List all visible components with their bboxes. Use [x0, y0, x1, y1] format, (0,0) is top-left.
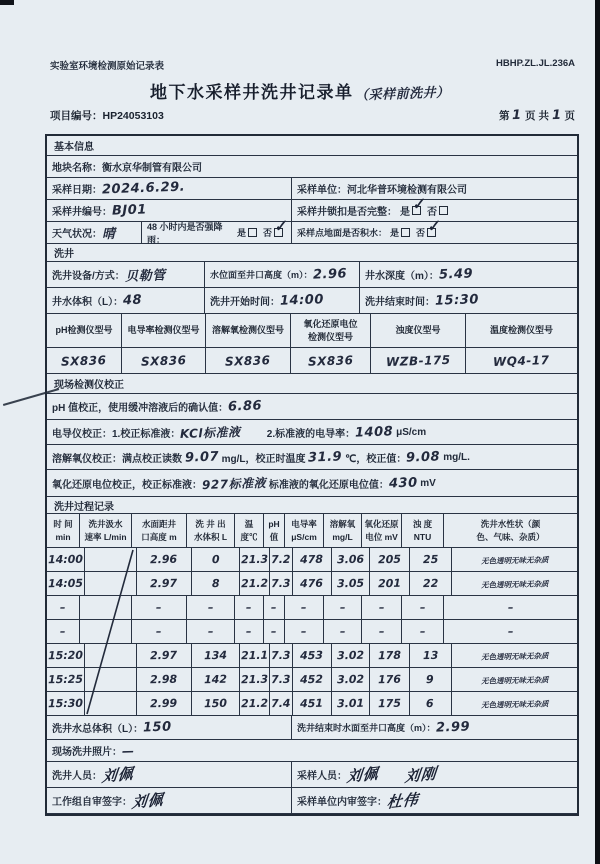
wash-start-time-value: 14:00: [279, 292, 325, 309]
sampler-signature-2: 刘刚: [404, 764, 438, 786]
process-cell: 178: [370, 644, 410, 667]
process-cell: 21.3: [240, 668, 270, 691]
page-title: 地下水采样井洗井记录单: [149, 83, 354, 102]
page-total: 1: [551, 107, 562, 124]
instrument-model-temperature: WQ4-17: [493, 352, 550, 369]
instrument-model-do: SX836: [206, 348, 291, 373]
check-mark-icon: ✓: [410, 194, 426, 214]
process-col-header-out-volume: 洗 井 出 水体积 L: [187, 514, 235, 547]
field-sampling-date: 采样日期： 2024.6.29.: [47, 178, 292, 199]
process-col-header-do: 溶解氧 mg/L: [324, 514, 362, 547]
process-cell: 无色透明无味无杂质: [480, 675, 549, 686]
process-cell: 15:30: [47, 692, 85, 715]
well-number-value: BJ01: [111, 202, 148, 219]
weather-value: 晴: [101, 226, 116, 243]
process-cell: –: [264, 596, 285, 619]
process-cell: 8: [192, 572, 240, 595]
ph-calibration-value: 6.86: [227, 398, 263, 415]
field-well-water-volume: 井水体积（L）： 48: [47, 288, 205, 313]
process-cell: 451: [293, 692, 332, 715]
field-internal-review-signature: 采样单位内审签字： 杜伟: [292, 788, 577, 813]
wash-device-value: 贝勒管: [124, 268, 166, 285]
conductivity-value: 1408: [354, 423, 394, 441]
orp-standard-value: 927标准液: [201, 475, 267, 492]
process-cell: 21.1: [240, 644, 270, 667]
instrument-header-temperature: 温度检测仪型号: [489, 325, 553, 336]
field-ph-calibration: pH 值校正，使用缓冲溶液后的确认值： 6.86: [52, 398, 263, 415]
process-row: [47, 644, 577, 668]
process-cell: 3.02: [332, 668, 370, 691]
process-cell: 14:05: [47, 572, 85, 595]
process-cell: 205: [370, 548, 410, 571]
instrument-model-orp: SX836: [291, 348, 371, 373]
instrument-header-ph: pH检测仪型号: [47, 314, 122, 347]
project-number: 项目编号：HP24053103: [50, 110, 164, 122]
process-cell: 2.98: [137, 668, 192, 691]
checkbox-rain-no: 否 ✓: [262, 216, 288, 238]
process-cell: 22: [410, 572, 452, 595]
field-lock-intact: 采样井锁扣是否完整： 是 ✓ 否: [292, 200, 577, 221]
checkbox-rain-yes: 是: [237, 226, 260, 239]
process-cell: 142: [192, 668, 240, 691]
process-cell: 3.02: [332, 644, 370, 667]
process-cell: –: [507, 600, 514, 615]
process-cell: 7.3: [270, 572, 293, 595]
instrument-model-turbidity: WZB-175: [371, 348, 466, 373]
scan-corner-artifact: [0, 0, 14, 5]
sampling-date-value: 2024.6.29.: [101, 179, 186, 198]
checkbox-box: [248, 228, 257, 237]
instrument-header-orp: 氧化还原电位 检测仪型号: [291, 314, 371, 347]
well-water-volume-value: 48: [122, 292, 143, 309]
process-col-header-turbidity: 浊 度 NTU: [402, 514, 444, 547]
field-ponding: 采样点地面是否积水： 是 否 ✓: [297, 216, 441, 238]
water-level-height-value: 2.96: [312, 266, 347, 283]
process-cell: [85, 692, 137, 715]
process-cell: 25: [410, 548, 452, 571]
field-end-water-level: 洗井结束时水面至井口高度（m）： 2.99: [297, 719, 470, 736]
process-row: [47, 692, 577, 716]
process-cell: 无色透明无味无杂质: [480, 651, 549, 662]
instrument-header-turbidity: 浊度仪型号: [371, 314, 466, 347]
process-cell: 478: [293, 548, 332, 571]
process-cell: [80, 596, 132, 619]
page-current: 1: [512, 107, 523, 124]
form-code: HBHP.ZL.JL.236A: [495, 58, 575, 69]
field-water-level-height: 水位面至井口高度（m）： 2.96: [205, 262, 360, 287]
process-cell: 2.96: [137, 548, 192, 571]
instrument-model-ph: SX836: [47, 348, 122, 373]
process-cell: 21.2: [240, 572, 270, 595]
process-col-header-conductivity: 电导率 μS/cm: [285, 514, 324, 547]
process-col-header-water-level: 水面距井 口高度 m: [132, 514, 187, 547]
process-col-header-pump-rate: 洗井汲水 速率 L/min: [80, 514, 132, 547]
process-cell: 7.3: [270, 668, 293, 691]
process-cell: 7.4: [270, 692, 293, 715]
section-calibration: 现场检测仪校正: [54, 380, 124, 391]
process-cell: –: [285, 596, 324, 619]
washer-signature: 刘佩: [101, 764, 135, 786]
process-cell: [85, 668, 137, 691]
check-mark-icon: ✓: [272, 216, 288, 236]
process-cell: –: [285, 620, 324, 643]
process-col-header-appearance: 洗井水性状（颜 色、气味、杂质）: [476, 519, 545, 542]
process-cell: 6: [410, 692, 452, 715]
conductivity-standard-value: KCl标准液: [180, 424, 242, 441]
process-cell: [85, 644, 137, 667]
process-cell: –: [324, 620, 362, 643]
process-cell: –: [235, 596, 264, 619]
process-cell: –: [507, 624, 514, 639]
process-cell: 9: [410, 668, 452, 691]
total-wash-volume-value: 150: [142, 719, 173, 736]
checkbox-lock-no: 否: [427, 203, 451, 218]
process-cell: 7.3: [270, 644, 293, 667]
process-cell: –: [324, 596, 362, 619]
process-row: [47, 668, 577, 692]
process-table-header: [47, 514, 577, 548]
process-cell: 7.2: [270, 548, 293, 571]
process-cell: 3.06: [332, 548, 370, 571]
process-col-header-temperature: 温 度℃: [235, 514, 264, 547]
process-cell: [85, 548, 137, 571]
process-cell: –: [47, 620, 80, 643]
process-cell: 476: [293, 572, 332, 595]
process-cell: 无色透明无味无杂质: [480, 579, 549, 590]
instrument-model-conductivity: SX836: [122, 348, 206, 373]
checkbox-ponding-yes: 是: [390, 226, 413, 239]
process-cell: 无色透明无味无杂质: [480, 699, 549, 710]
checkbox-box: [439, 206, 448, 215]
process-cell: 452: [293, 668, 332, 691]
process-cell: 3.05: [332, 572, 370, 595]
process-cell: –: [187, 596, 235, 619]
internal-review-signature: 杜伟: [386, 790, 420, 812]
process-cell: 2.97: [137, 572, 192, 595]
process-cell: –: [362, 620, 402, 643]
field-wash-device: 洗井设备/方式： 贝勒管: [47, 262, 205, 287]
process-cell: 175: [370, 692, 410, 715]
orp-value: 430: [388, 475, 418, 491]
field-heavy-rain: 48 小时内是否强降雨： 是 否 ✓: [142, 222, 292, 243]
process-cell: 0: [192, 548, 240, 571]
section-process-record: 洗井过程记录: [54, 501, 114, 513]
process-cell: 176: [370, 668, 410, 691]
field-washer-signature: 洗井人员： 刘佩: [47, 762, 292, 787]
process-cell: 15:25: [47, 668, 85, 691]
do-temperature-value: 31.9: [308, 448, 343, 466]
top-bar: [50, 58, 575, 72]
title-handwritten-annotation: （采样前洗井）: [355, 85, 451, 104]
field-site-name: 地块名称： 衡水京华制管有限公司: [52, 163, 202, 174]
process-cell: 453: [293, 644, 332, 667]
process-cell: 15:20: [47, 644, 85, 667]
process-row: [47, 548, 577, 572]
doc-type-label: 实验室环境检测原始记录表: [50, 61, 165, 72]
section-basic-info: 基本信息: [54, 142, 94, 153]
field-total-wash-volume: 洗井水总体积（L）： 150: [47, 716, 292, 739]
process-cell: –: [264, 620, 285, 643]
wash-end-time-value: 15:30: [434, 292, 480, 309]
process-cell: 14:00: [47, 548, 85, 571]
field-sampler-signature: 采样人员： 刘佩 刘刚: [292, 762, 577, 787]
process-col-header-ph: pH 值: [264, 514, 285, 547]
process-cell: –: [402, 620, 444, 643]
process-cell: –: [235, 620, 264, 643]
process-row: [47, 572, 577, 596]
process-row: [47, 596, 577, 620]
sampler-signature-1: 刘佩: [346, 764, 380, 786]
field-wash-end-time: 洗井结束时间： 15:30: [365, 292, 480, 309]
page-indicator: 第 1 页 共 1 页: [498, 107, 575, 124]
process-cell: 134: [192, 644, 240, 667]
process-col-header-time: 时 间 min: [47, 514, 80, 547]
process-cell: 2.97: [137, 644, 192, 667]
meta-row: [50, 108, 575, 123]
field-well-depth: 井水深度（m）： 5.49: [365, 266, 474, 283]
process-cell: 21.2: [240, 692, 270, 715]
process-cell: –: [187, 620, 235, 643]
checkbox-ponding-no: 否 ✓: [416, 216, 441, 238]
checkbox-lock-yes: 是 ✓: [400, 194, 426, 218]
scan-edge-artifact: [595, 0, 600, 864]
do-calibrated-value: 9.08: [406, 448, 441, 466]
process-col-header-orp: 氧化还原 电位 mV: [362, 514, 402, 547]
field-well-number: 采样井编号： BJ01: [47, 200, 292, 221]
process-cell: 201: [370, 572, 410, 595]
record-form: [45, 134, 579, 816]
process-cell: [80, 620, 132, 643]
check-mark-icon: ✓: [425, 216, 441, 236]
process-cell: 无色透明无味无杂质: [480, 555, 549, 566]
title-block: [0, 78, 600, 103]
section-well-washing: 洗井: [54, 249, 74, 260]
process-cell: 21.3: [240, 548, 270, 571]
self-review-signature: 刘佩: [131, 790, 165, 812]
process-cell: 3.01: [332, 692, 370, 715]
process-cell: –: [47, 596, 80, 619]
process-cell: 2.99: [137, 692, 192, 715]
process-cell: [85, 572, 137, 595]
end-water-level-value: 2.99: [435, 719, 470, 736]
field-conductivity-calibration: 电导仪校正：1.校正标准液： KCl标准液 2.标准液的电导率： 1408 μS/cm: [52, 423, 427, 441]
process-cell: –: [132, 620, 187, 643]
field-weather: 天气状况： 晴: [47, 222, 142, 243]
instrument-header-conductivity: 电导率检测仪型号: [122, 314, 206, 347]
field-wash-start-time: 洗井开始时间： 14:00: [205, 288, 360, 313]
process-cell: –: [132, 596, 187, 619]
field-do-calibration: 溶解氧仪校正：满点校正读数 9.07 mg/L， 校正时温度 31.9 ℃， 校正值： 9.08 mg/L.: [52, 448, 470, 466]
process-cell: –: [362, 596, 402, 619]
checkbox-box: [401, 228, 410, 237]
field-orp-calibration: 氧化还原电位校正，校正标准液： 927标准液 标准液的氧化还原电位值： 430 mV: [52, 475, 436, 492]
process-row: [47, 620, 577, 644]
field-wash-photo: 现场洗井照片： —: [52, 743, 135, 758]
wash-photo-value: —: [121, 743, 135, 758]
instrument-header-do: 溶解氧检测仪型号: [206, 314, 291, 347]
process-cell: 13: [410, 644, 452, 667]
well-depth-value: 5.49: [438, 266, 474, 283]
process-cell: 150: [192, 692, 240, 715]
process-cell: –: [402, 596, 444, 619]
do-reading-value: 9.07: [184, 448, 220, 466]
field-self-review-signature: 工作组自审签字： 刘佩: [47, 788, 292, 813]
field-sampling-org: 采样单位： 河北华普环境检测有限公司: [297, 185, 467, 196]
